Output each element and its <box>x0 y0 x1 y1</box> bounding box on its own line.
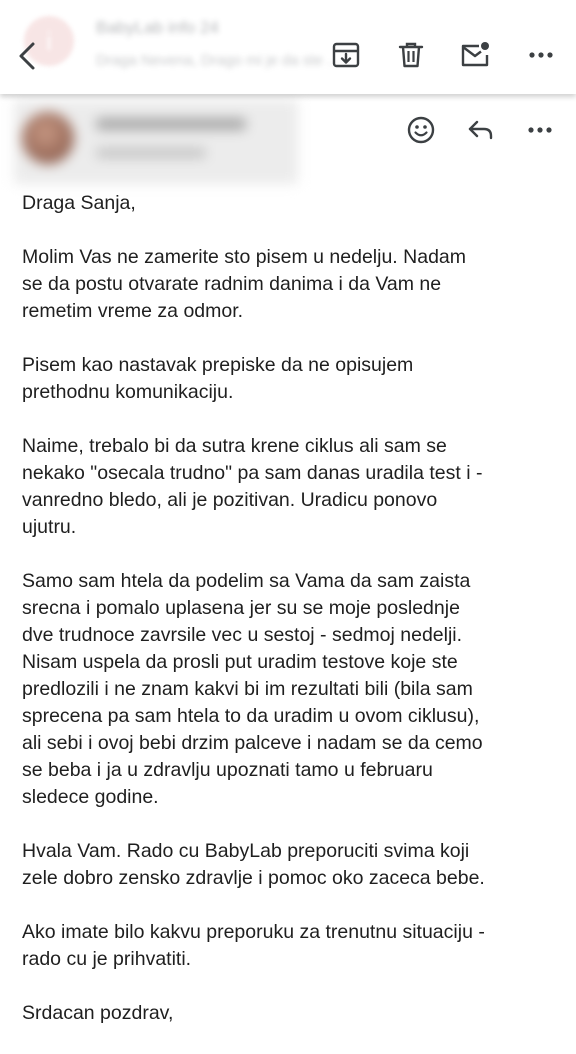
sign-off: Srdacan pozdrav, <box>22 1002 174 1024</box>
delete-button[interactable] <box>396 40 426 70</box>
avatar <box>22 112 74 164</box>
mark-unread-button[interactable] <box>459 40 489 70</box>
trash-icon <box>396 40 426 70</box>
back-button[interactable] <box>12 38 46 74</box>
body-paragraph: Hvala Vam. Rado cu BabyLab preporuciti svima koji zele dobro zensko zdravlje i pomoc oko zaceca bebe. <box>22 840 485 889</box>
message-more-button[interactable] <box>524 114 556 146</box>
more-options-button[interactable] <box>526 40 556 70</box>
reply-button[interactable] <box>465 114 497 146</box>
more-horizontal-icon <box>524 114 556 146</box>
archive-button[interactable] <box>331 40 361 70</box>
reply-icon <box>465 114 497 146</box>
blurred-list-avatar: i <box>24 16 74 66</box>
top-toolbar <box>0 0 576 94</box>
sender-name-blurred <box>96 118 246 130</box>
body-paragraph: Naime, trebalo bi da sutra krene ciklus ali sam se nekako "osecala trudno" pa sam danas uradila test i - vanredno bledo, ali je pozitivan. Uradicu ponovo ujutru. <box>22 435 483 538</box>
emoji-reaction-icon <box>405 114 437 146</box>
mark-unread-icon <box>459 40 489 70</box>
sender-detail-blurred <box>96 148 206 158</box>
blurred-list-title: BabyLab info 24 <box>96 18 219 37</box>
archive-icon <box>331 40 361 70</box>
greeting: Draga Sanja, <box>22 192 136 214</box>
body-paragraph: Pisem kao nastavak prepiske da ne opisujem prethodnu komunikaciju. <box>22 354 414 403</box>
more-horizontal-icon <box>526 40 556 70</box>
body-paragraph: Samo sam htela da podelim sa Vama da sam zaista srecna i pomalo uplasena jer su se moje poslednje dve trudnoce zavrsile vec u sestoj - sedmoj nedelji. Nisam uspela da prosli put uradim testove koje ste predlozili i ne znam kakvi bi im rezultati bili (bila sam sprecena pa sam htela to da uradim u ovom ciklusu), ali sebi i ovoj bebi drzim palceve i nadam se da cemo se beba i ja u zdravlju upoznati tamo u februaru sledece godine. <box>22 570 483 808</box>
body-paragraph: Molim Vas ne zamerite sto pisem u nedelju. Nadam se da postu otvarate radnim danima i da Vam ne remetim vreme za odmor. <box>22 246 466 322</box>
back-arrow-icon <box>12 38 46 74</box>
react-button[interactable] <box>405 114 437 146</box>
blurred-list-snippet: Draga Nevena, Drago mi je da ste ... <box>96 52 340 69</box>
sender-info-blurred <box>14 100 298 184</box>
email-body <box>22 190 567 1054</box>
body-paragraph: Ako imate bilo kakvu preporuku za trenutnu situaciju - rado cu je prihvatiti. <box>22 921 485 970</box>
